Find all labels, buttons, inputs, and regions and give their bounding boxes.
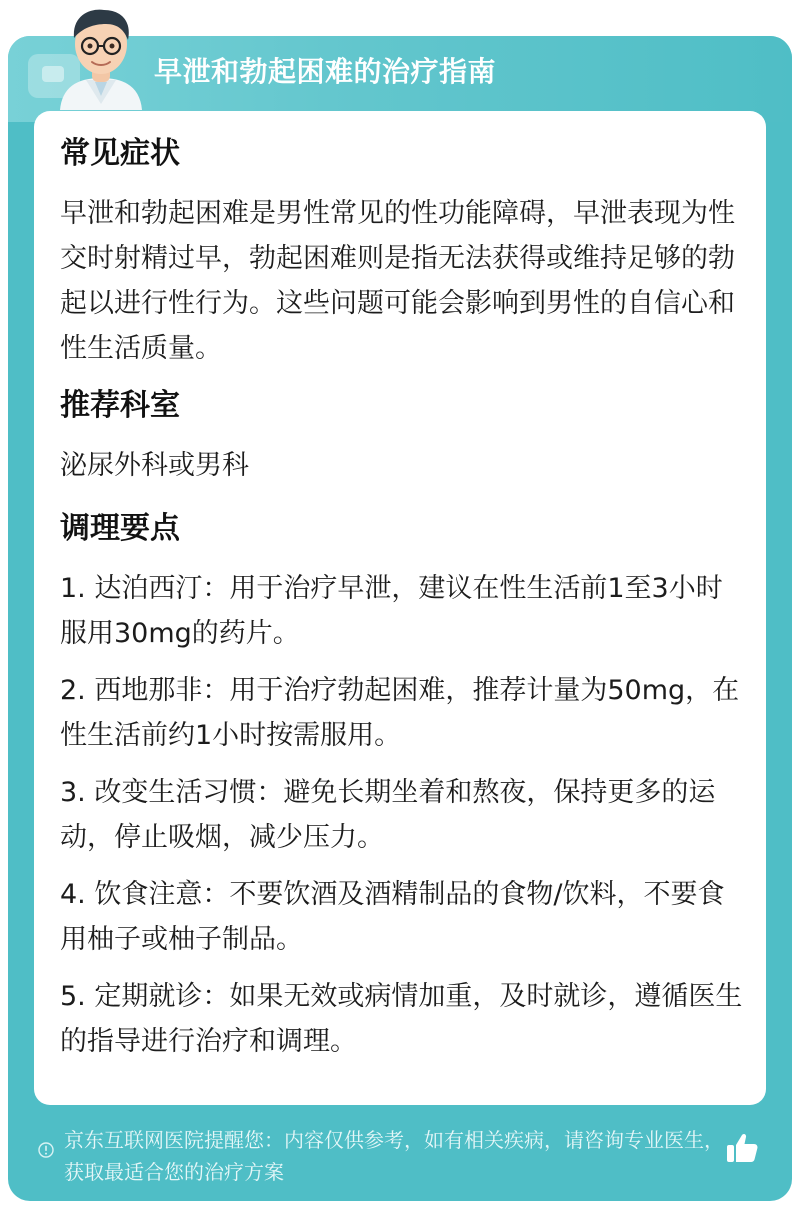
department-text: 泌尿外科或男科 — [60, 450, 249, 481]
footer-notice — [8, 1108, 792, 1198]
section-title-care: 调理要点 — [60, 511, 180, 546]
guide-panel — [8, 36, 792, 1201]
info-icon — [38, 1142, 54, 1158]
list-item: 3. 改变生活习惯：避免长期坐着和熬夜，保持更多的运动，停止吸烟，减少压力。 — [60, 777, 716, 853]
thumbs-up-icon[interactable] — [724, 1130, 760, 1166]
symptoms-text: 早泄和勃起困难是男性常见的性功能障碍，早泄表现为性交时射精过早，勃起困难则是指无法获得或维持足够的勃起以进行性行为。这些问题可能会影响到男性的自信心和性生活质量。 — [60, 198, 735, 364]
section-title-department: 推荐科室 — [60, 388, 180, 423]
page-title: 早泄和勃起困难的治疗指南 — [154, 55, 497, 88]
list-item: 2. 西地那非：用于治疗勃起困难，推荐计量为50mg，在性生活前约1小时按需服用。 — [60, 675, 740, 751]
doctor-avatar — [46, 0, 156, 110]
list-item: 1. 达泊西汀：用于治疗早泄，建议在性生活前1至3小时服用30mg的药片。 — [60, 573, 723, 649]
content-card — [34, 111, 766, 1105]
footer-notice-text: 京东互联网医院提醒您：内容仅供参考，如有相关疾病，请咨询专业医生，获取最适合您的治疗方案 — [64, 1128, 724, 1184]
section-title-symptoms: 常见症状 — [60, 136, 180, 171]
list-item: 4. 饮食注意：不要饮酒及酒精制品的食物/饮料，不要食用柚子或柚子制品。 — [60, 879, 725, 955]
list-item: 5. 定期就诊：如果无效或病情加重，及时就诊，遵循医生的指导进行治疗和调理。 — [60, 981, 743, 1057]
